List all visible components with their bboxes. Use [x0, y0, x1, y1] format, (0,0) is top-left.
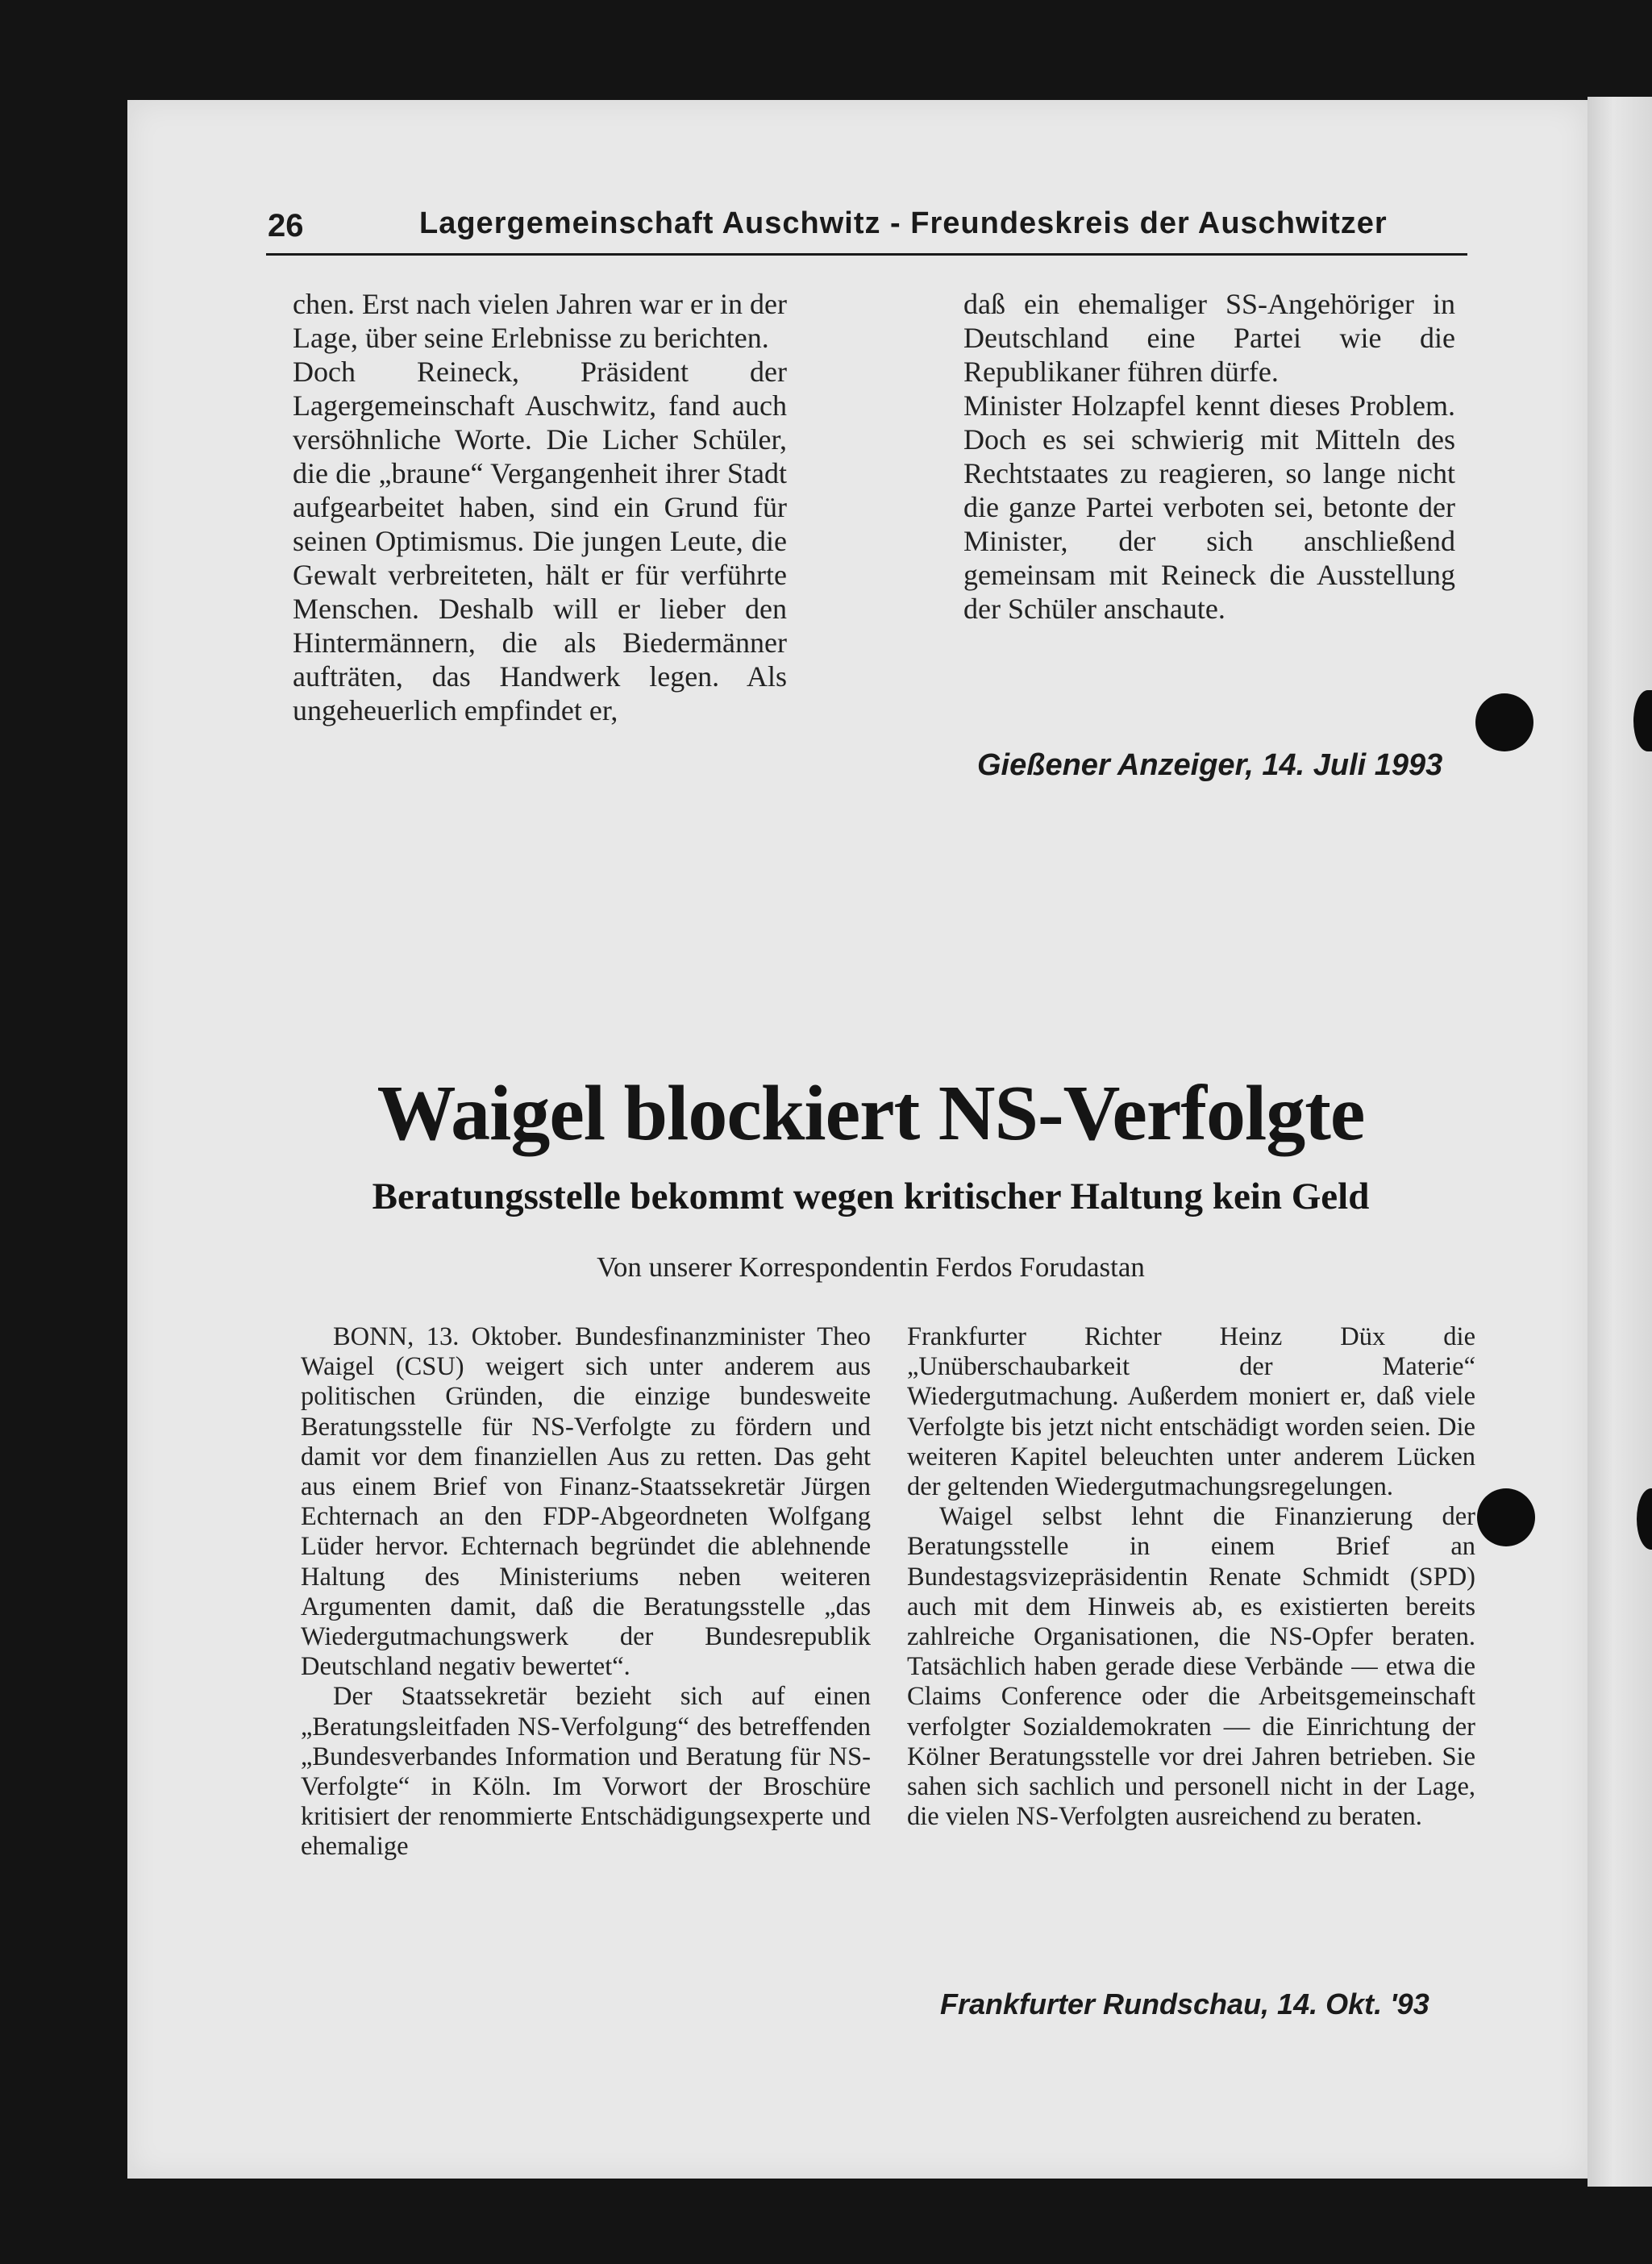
article1-paragraph: daß ein ehemaliger SS-Angehöriger in Deutschland eine Partei wie die Republikaner führen dürfe.	[963, 288, 1455, 388]
page-header	[266, 202, 1467, 256]
article1-paragraph: chen. Erst nach vielen Jahren war er in der Lage, über seine Erlebnisse zu berichten.	[293, 288, 787, 354]
article2-subheadline: Beratungsstelle bekommt wegen kritischer Haltung kein Geld	[372, 1176, 1370, 1217]
article1-left-column	[293, 287, 787, 727]
punch-hole	[1475, 693, 1533, 751]
article1-paragraph: Minister Holzapfel kennt dieses Problem. Doch es sei schwierig mit Mitteln des Rechtstaates zu reagieren, so lange nicht die ganze Partei verboten sei, betonte der Minister, der sich anschließend gemeinsam mit Reineck die Ausstellung der Schüler anschaute.	[963, 389, 1455, 625]
article1-source: Gießener Anzeiger, 14. Juli 1993	[977, 748, 1443, 782]
article2-byline: Von unserer Korrespondentin Ferdos Forudastan	[597, 1251, 1145, 1283]
article1-right-column	[963, 287, 1455, 626]
article2-left-column	[301, 1322, 871, 1862]
article1-paragraph: Doch Reineck, Präsident der Lagergemeinschaft Auschwitz, fand auch versöhnliche Worte. Die Licher Schüler, die die „braune“ Vergangenheit ihrer Stadt aufgearbeitet haben, sind ein Grund für seinen Optimismus. Die jungen Leute, die Gewalt verbreiteten, hält er für verführte Menschen. Deshalb will er lieber den Hintermännern, die als Biedermänner aufträten, das Handwerk legen. Als ungeheuerlich empfindet er,	[293, 356, 787, 726]
running-title: Lagergemeinschaft Auschwitz - Freundeskreis der Auschwitzer	[419, 206, 1388, 240]
article2-paragraph: BONN, 13. Oktober. Bundesfinanzminister Theo Waigel (CSU) weigert sich unter anderem aus politischen Gründen, die einzige bundesweite Beratungsstelle für NS-Verfolgte zu fördern und damit vor dem finanziellen Aus zu retten. Das geht aus einem Brief von Finanz-Staatssekretär Jürgen Echternach an den FDP-Abgeordneten Wolfgang Lüder hervor. Echternach begründet die ablehnende Haltung des Ministeriums neben weiteren Argumenten damit, daß die Beratungsstelle „das Wiedergutmachungswerk der Bundesrepublik Deutschland negativ bewertet“.	[301, 1322, 871, 1682]
article2-right-column	[907, 1322, 1475, 1832]
article2-paragraph: Frankfurter Richter Heinz Düx die „Unüberschaubarkeit der Materie“ Wiedergutmachung. Außerdem moniert er, daß viele Verfolgte bis jetzt nicht entschädigt worden seien. Die weiteren Kapitel beleuchten unter anderem Lücken der geltenden Wiedergutmachungsregelungen.	[907, 1322, 1475, 1502]
punch-hole	[1477, 1488, 1535, 1546]
article2-headline: Waigel blockiert NS-Verfolgte	[377, 1070, 1365, 1157]
article2-source: Frankfurter Rundschau, 14. Okt. '93	[940, 1987, 1429, 2021]
next-page-edge	[1588, 97, 1652, 2187]
page-number: 26	[268, 208, 304, 243]
article2-paragraph: Waigel selbst lehnt die Finanzierung der Beratungsstelle in einem Brief an Bundestagsvizepräsidentin Renate Schmidt (SPD) auch mit dem Hinweis ab, es existierten bereits zahlreiche Organisationen, die NS-Opfer beraten. Tatsächlich haben gerade diese Verbände — etwa die Claims Conference oder die Arbeitsgemeinschaft verfolgter Sozialdemokraten — die Einrichtung der Kölner Beratungsstelle vor drei Jahren betrieben. Sie sahen sich sachlich und personell nicht in der Lage, die vielen NS-Verfolgten ausreichend zu beraten.	[907, 1502, 1475, 1832]
article2-paragraph: Der Staatssekretär bezieht sich auf einen „Beratungsleitfaden NS-Verfolgung“ des betreffenden „Bundesverbandes Information und Beratung für NS-Verfolgte“ in Köln. Im Vorwort der Broschüre kritisiert der renommierte Entschädigungsexperte und ehemalige	[301, 1682, 871, 1862]
